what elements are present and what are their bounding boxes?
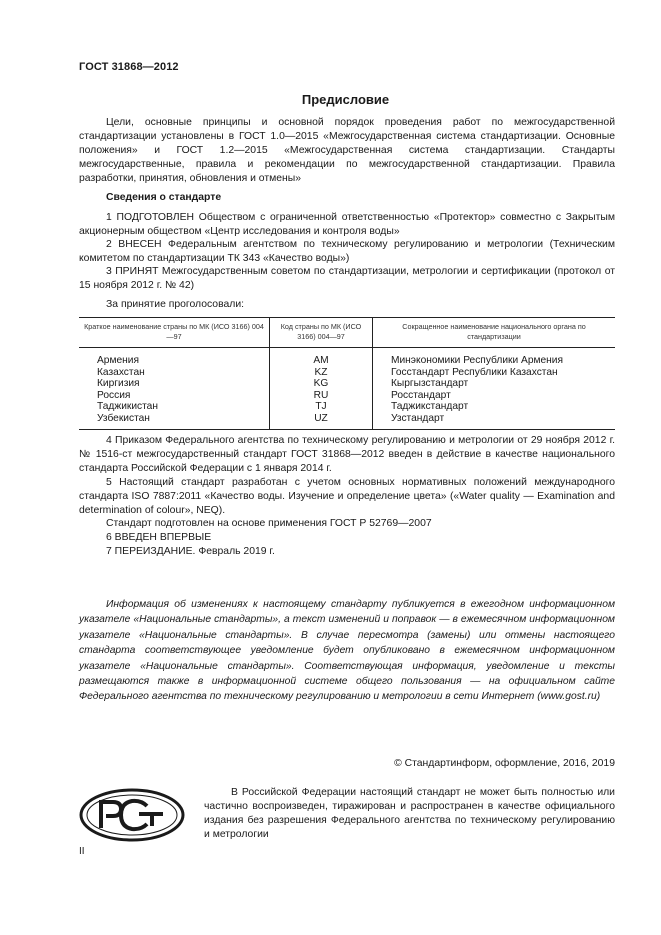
country-name: Киргизия (97, 378, 140, 390)
item-4: 4 Приказом Федерального агентства по техническому регулированию и метрологии от 29 ноября 2012 г. № 1516-ст межгосударственный стандарт ГОСТ 31868—2012 введен в действие в качестве национального стандарта Российской Федерации с 1 января 2014 г. (79, 435, 615, 474)
country-name: Узбекистан (79, 413, 270, 429)
table-row (79, 367, 615, 379)
document-code: ГОСТ 31868—2012 (79, 61, 179, 73)
header-standards-body: Сокращенное наименование национального органа по стандартизации (373, 318, 616, 348)
standards-body: Таджикстандарт (373, 401, 616, 413)
country-code: KZ (270, 367, 373, 379)
standards-body: Узстандарт (373, 413, 616, 429)
table-row (79, 348, 615, 367)
standards-body: Госстандарт Республики Казахстан (373, 367, 616, 379)
country-code: RU (270, 390, 373, 402)
item-6: 6 ВВЕДЕН ВПЕРВЫЕ (106, 532, 212, 543)
table-row (79, 378, 615, 390)
country-code: TJ (270, 401, 373, 413)
copyright: © Стандартинформ, оформление, 2016, 2019 (394, 758, 615, 769)
gost-r-certification-mark-icon (79, 788, 185, 842)
voted-label: За принятие проголосовали: (106, 299, 245, 310)
item-2: 2 ВНЕСЕН Федеральным агентством по техническому регулированию и метрологии (Техническим комитетом по стандартизации ТК 343 «Качество воды») (79, 239, 615, 264)
item-1: 1 ПОДГОТОВЛЕН Обществом с ограниченной ответственностью «Протектор» совместно с Закрытым акционерным обществом «Центр исследования и контроля воды» (79, 212, 615, 237)
page-number: II (79, 846, 85, 857)
item-3: 3 ПРИНЯТ Межгосударственным советом по стандартизации, метрологии и сертификации (протокол от 15 ноября 2012 г. № 42) (79, 266, 615, 291)
standards-body: Минэкономики Республики Армения (373, 348, 616, 367)
prepared-note: Стандарт подготовлен на основе применения ГОСТ Р 52769—2007 (106, 518, 432, 529)
country-code: KG (270, 378, 373, 390)
table-row (79, 401, 615, 413)
page-title: Предисловие (301, 92, 390, 107)
table-row (79, 390, 615, 402)
changes-notice: Информация об изменениях к настоящему стандарту публикуется в ежегодном информационном указателе «Национальные стандарты», а текст изменений и поправок — в ежемесячном информационном указателе «Национальные стандарты». В случае пересмотра (замены) или отмены настоящего стандарта соответствующее уведомление будет опубликовано в ежемесячном информационном указателе «Национальные стандарты». Соответствующая информация, уведомление и тексты размещаются также в информационной системе общего пользования — на официальном сайте Федерального агентства по техническому регулированию и метрологии в сети Интернет (www.gost.ru) (79, 599, 615, 703)
country-code: AM (270, 348, 373, 367)
country-name: Россия (97, 389, 131, 401)
country-name: Армения (97, 355, 139, 366)
item-5: 5 Настоящий стандарт разработан с учетом основных нормативных положений международного стандарта ISO 7887:2011 «Качество воды. Изучение и определение цвета» («Water quality — Examination and determination of colour», NEQ). (79, 477, 615, 516)
intro-paragraph: Цели, основные принципы и основной порядок проведения работ по межгосударственной стандартизации установлены в ГОСТ 1.0—2015 «Межгосударственная система стандартизации. Основные положения» и ГОСТ 1.2—2015 «Межгосударственная система стандартизации. Стандарты межгосударственные, правила и рекомендации по межгосударственной стандартизации. Правила разработки, принятия, обновления и отмены» (79, 117, 615, 184)
country-code: UZ (270, 413, 373, 429)
voting-table (79, 317, 615, 430)
country-name: Таджикистан (97, 401, 158, 413)
info-heading: Сведения о стандарте (106, 192, 222, 203)
table-header-row (79, 318, 615, 348)
item-7: 7 ПЕРЕИЗДАНИЕ. Февраль 2019 г. (106, 546, 275, 557)
standards-body: Кыргызстандарт (373, 378, 616, 390)
table-row (79, 413, 615, 429)
rights-notice: В Российской Федерации настоящий стандарт не может быть полностью или частично воспроизведен, тиражирован и распространен в качестве официального издания без разрешения Федерального агентства по техническому регулированию и метрологии (204, 787, 615, 840)
standards-body: Росстандарт (373, 390, 616, 402)
header-country-code: Код страны по МК (ИСО 3166) 004—97 (270, 318, 373, 348)
country-name: Казахстан (97, 366, 145, 378)
header-country-name: Краткое наименование страны по МК (ИСО 3166) 004—97 (79, 318, 270, 348)
